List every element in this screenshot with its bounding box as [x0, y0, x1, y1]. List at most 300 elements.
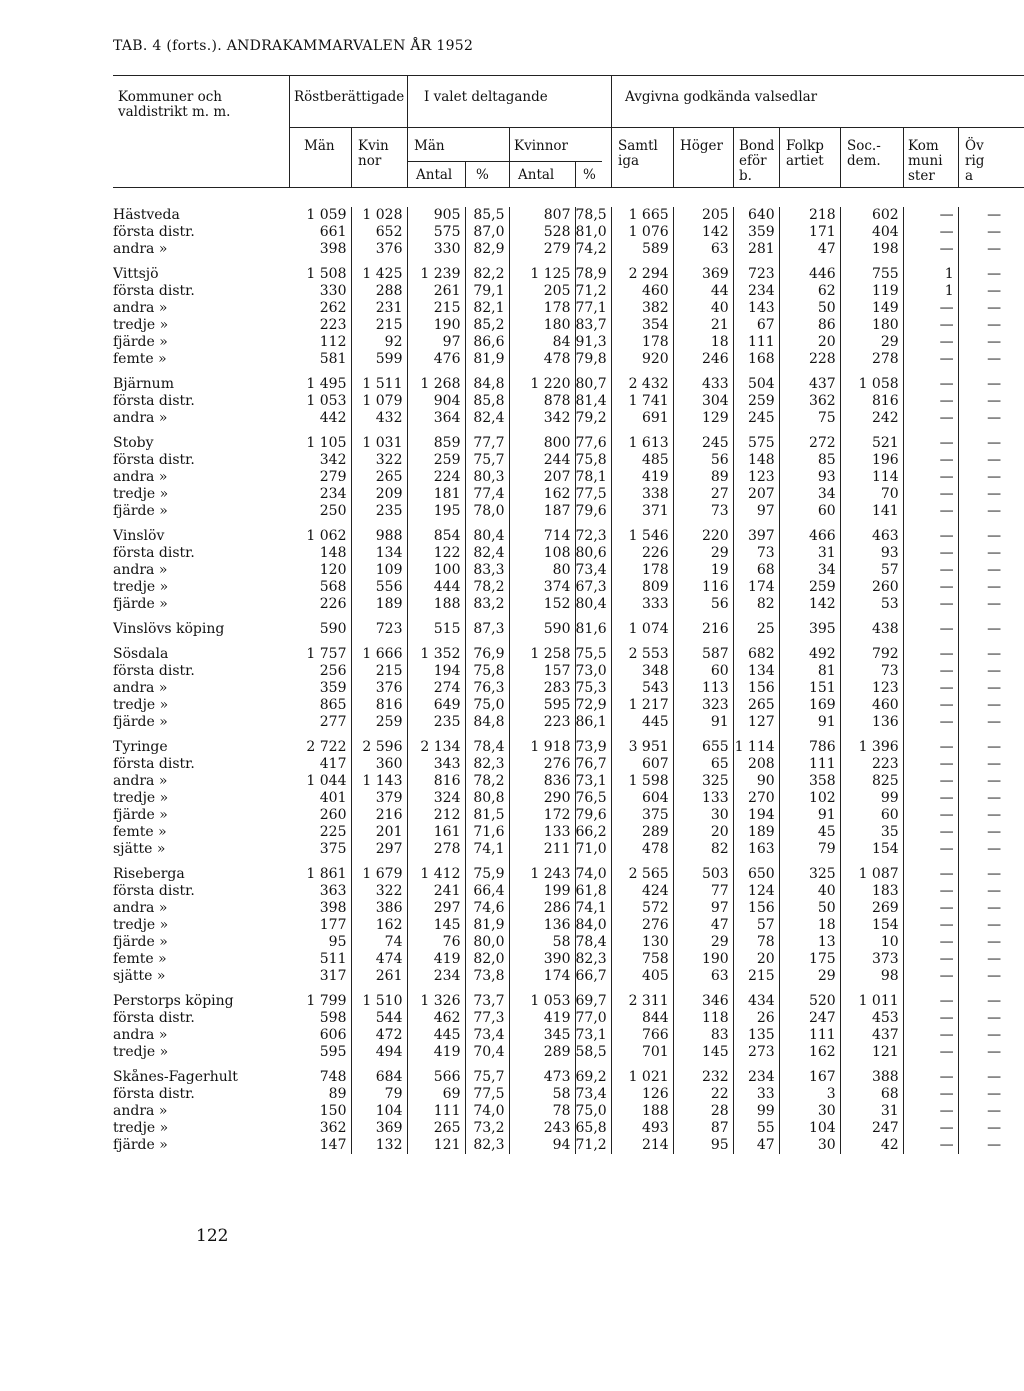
cell-value: — — [903, 841, 958, 858]
cell-value: 395 — [779, 621, 840, 638]
cell-value: 304 — [673, 393, 733, 410]
cell-value: 81,9 — [465, 917, 509, 934]
cell-value: 265 — [407, 1120, 465, 1137]
cell-value: 445 — [407, 1027, 465, 1044]
table-row — [113, 1010, 1005, 1027]
cell-value: 371 — [611, 503, 673, 520]
cell-value: 224 — [407, 469, 465, 486]
table-row — [113, 714, 1005, 731]
table-row — [113, 351, 1005, 368]
cell-value: 143 — [733, 300, 779, 317]
cell-value: 261 — [407, 283, 465, 300]
row-label: Vittsjö — [113, 266, 159, 282]
table-row — [113, 317, 1005, 334]
cell-value: — — [903, 917, 958, 934]
table-row — [113, 1137, 1005, 1154]
cell-value: 649 — [407, 697, 465, 714]
table-row — [113, 824, 1005, 841]
cell-value: 168 — [733, 351, 779, 368]
cell-value: 83,7 — [575, 317, 611, 334]
cell-value: — — [987, 351, 1002, 367]
cell-value: 1 076 — [611, 224, 673, 241]
cell-value: 1 011 — [840, 993, 903, 1010]
cell-value: 1 258 — [509, 646, 575, 663]
cell-value: 466 — [779, 528, 840, 545]
cell-value: 97 — [407, 334, 465, 351]
cell-value: 322 — [351, 452, 407, 469]
group-spacer — [113, 1061, 1005, 1069]
row-label: andra » — [113, 1103, 168, 1119]
cell-value: — — [987, 300, 1002, 316]
cell-value: 199 — [509, 883, 575, 900]
cell-value: 29 — [840, 334, 903, 351]
cell-value: 2 565 — [611, 866, 673, 883]
cell-value: 42 — [840, 1137, 903, 1154]
cell-value: 27 — [673, 486, 733, 503]
cell-value: 218 — [779, 207, 840, 224]
cell-value: 72,9 — [575, 697, 611, 714]
cell-value: — — [903, 697, 958, 714]
cell-value: 655 — [673, 739, 733, 756]
cell-value: 78,2 — [465, 773, 509, 790]
row-label: tredje » — [113, 1120, 169, 1136]
cell-value: 346 — [673, 993, 733, 1010]
cell-value: — — [903, 334, 958, 351]
cell-value: 598 — [289, 1010, 351, 1027]
cell-value: 297 — [407, 900, 465, 917]
cell-value: 354 — [611, 317, 673, 334]
cell-value: 82,1 — [465, 300, 509, 317]
cell-value: 261 — [351, 968, 407, 985]
row-label: Stoby — [113, 435, 154, 451]
cell-value: 85,8 — [465, 393, 509, 410]
table-row — [113, 241, 1005, 258]
table-row — [113, 680, 1005, 697]
election-table — [113, 207, 1005, 1154]
cell-value: 58 — [509, 934, 575, 951]
cell-value: 145 — [673, 1044, 733, 1061]
cell-value: 111 — [779, 756, 840, 773]
cell-value: 1 546 — [611, 528, 673, 545]
cell-value: 809 — [611, 579, 673, 596]
cell-value: — — [987, 410, 1002, 426]
cell-value: 34 — [779, 562, 840, 579]
cell-value: 376 — [351, 241, 407, 258]
cell-value: 82,3 — [465, 1137, 509, 1154]
header-vline — [673, 127, 674, 187]
cell-value: 587 — [673, 646, 733, 663]
cell-value: 102 — [779, 790, 840, 807]
cell-value: 515 — [407, 621, 465, 638]
row-label: första distr. — [113, 224, 195, 240]
cell-value: 472 — [351, 1027, 407, 1044]
cell-value: 79 — [779, 841, 840, 858]
cell-value: 169 — [779, 697, 840, 714]
cell-value: 1 425 — [351, 266, 407, 283]
cell-value: 276 — [611, 917, 673, 934]
cell-value: 201 — [351, 824, 407, 841]
cell-value: 47 — [673, 917, 733, 934]
cell-value: 77,5 — [465, 1086, 509, 1103]
row-label: andra » — [113, 241, 168, 257]
cell-value: 278 — [407, 841, 465, 858]
group-spacer — [113, 368, 1005, 376]
cell-value: 33 — [733, 1086, 779, 1103]
cell-value: 50 — [779, 300, 840, 317]
cell-value: 157 — [509, 663, 575, 680]
cell-value: 602 — [840, 207, 903, 224]
cell-value: — — [903, 1069, 958, 1086]
cell-value: 1 243 — [509, 866, 575, 883]
cell-value: 575 — [733, 435, 779, 452]
header-valet: I valet deltagande — [424, 89, 548, 105]
cell-value: 723 — [733, 266, 779, 283]
row-label: Sösdala — [113, 646, 169, 662]
cell-value: 63 — [673, 241, 733, 258]
cell-value: 71,0 — [575, 841, 611, 858]
cell-value: 209 — [351, 486, 407, 503]
cell-value: 478 — [509, 351, 575, 368]
cell-value: 78,9 — [575, 266, 611, 283]
cell-value: 19 — [673, 562, 733, 579]
cell-value: 262 — [289, 300, 351, 317]
cell-value: 288 — [351, 283, 407, 300]
table-row — [113, 283, 1005, 300]
cell-value: 18 — [779, 917, 840, 934]
cell-value: 241 — [407, 883, 465, 900]
cell-value: 29 — [673, 934, 733, 951]
cell-value: 437 — [779, 376, 840, 393]
cell-value: 473 — [509, 1069, 575, 1086]
cell-value: 528 — [509, 224, 575, 241]
cell-value: 390 — [509, 951, 575, 968]
cell-value: 77,0 — [575, 1010, 611, 1027]
cell-value: 279 — [509, 241, 575, 258]
cell-value: 104 — [351, 1103, 407, 1120]
cell-value: 85,5 — [465, 207, 509, 224]
cell-value: 2 311 — [611, 993, 673, 1010]
page-number: 122 — [196, 1226, 229, 1246]
header-sub-rule — [407, 161, 602, 162]
cell-value: 162 — [509, 486, 575, 503]
cell-value: 154 — [840, 917, 903, 934]
cell-value: 78 — [509, 1103, 575, 1120]
cell-value: 55 — [733, 1120, 779, 1137]
cell-value: 446 — [779, 266, 840, 283]
cell-value: 338 — [611, 486, 673, 503]
row-label: Perstorps köping — [113, 993, 234, 1009]
cell-value: — — [903, 993, 958, 1010]
cell-value: 121 — [407, 1137, 465, 1154]
cell-value: — — [903, 376, 958, 393]
cell-value: 73,8 — [465, 968, 509, 985]
cell-value: 816 — [351, 697, 407, 714]
cell-value: 878 — [509, 393, 575, 410]
row-label: sjätte » — [113, 841, 166, 857]
cell-value: 223 — [509, 714, 575, 731]
cell-value: — — [987, 663, 1002, 679]
cell-value: 223 — [840, 756, 903, 773]
row-label: fjärde » — [113, 934, 168, 950]
cell-value: 118 — [673, 1010, 733, 1027]
cell-value: 1 757 — [289, 646, 351, 663]
cell-value: 575 — [407, 224, 465, 241]
row-label: femte » — [113, 951, 167, 967]
cell-value: 75,3 — [575, 680, 611, 697]
cell-value: 543 — [611, 680, 673, 697]
cell-value: 290 — [509, 790, 575, 807]
row-label: första distr. — [113, 393, 195, 409]
cell-value: 167 — [779, 1069, 840, 1086]
row-label: fjärde » — [113, 714, 168, 730]
cell-value: 79,1 — [465, 283, 509, 300]
row-label: andra » — [113, 300, 168, 316]
cell-value: 30 — [779, 1137, 840, 1154]
cell-value: 278 — [840, 351, 903, 368]
cell-value: 376 — [351, 680, 407, 697]
cell-value: 1 510 — [351, 993, 407, 1010]
cell-value: 74,1 — [575, 900, 611, 917]
table-row-total — [113, 646, 1005, 663]
cell-value: — — [903, 300, 958, 317]
cell-value: 74,0 — [575, 866, 611, 883]
cell-value: 84,0 — [575, 917, 611, 934]
cell-value: — — [903, 663, 958, 680]
cell-value: 419 — [509, 1010, 575, 1027]
cell-value: 80,4 — [575, 596, 611, 613]
cell-value: 433 — [673, 376, 733, 393]
cell-value: 181 — [407, 486, 465, 503]
header-avgivna: Avgivna godkända valsedlar — [625, 89, 818, 105]
cell-value: 91 — [673, 714, 733, 731]
cell-value: 419 — [407, 1044, 465, 1061]
cell-value: 572 — [611, 900, 673, 917]
cell-value: 289 — [509, 1044, 575, 1061]
cell-value: 132 — [351, 1137, 407, 1154]
cell-value: 434 — [733, 993, 779, 1010]
table-row — [113, 773, 1005, 790]
cell-value: 81,9 — [465, 351, 509, 368]
header-kvinnor: Kvinnor — [358, 138, 389, 169]
cell-value: 44 — [673, 283, 733, 300]
cell-value: 136 — [509, 917, 575, 934]
cell-value: 417 — [289, 756, 351, 773]
cell-value: 79,8 — [575, 351, 611, 368]
cell-value: 276 — [509, 756, 575, 773]
cell-value: 69 — [407, 1086, 465, 1103]
cell-value: 1 143 — [351, 773, 407, 790]
cell-value: 1 074 — [611, 621, 673, 638]
cell-value: — — [987, 376, 1002, 392]
cell-value: 1 741 — [611, 393, 673, 410]
table-row-total — [113, 993, 1005, 1010]
cell-value: 30 — [673, 807, 733, 824]
cell-value: — — [987, 807, 1002, 823]
cell-value: 652 — [351, 224, 407, 241]
row-label: första distr. — [113, 883, 195, 899]
table-row — [113, 807, 1005, 824]
row-label: andra » — [113, 1027, 168, 1043]
cell-value: 260 — [289, 807, 351, 824]
cell-value: 988 — [351, 528, 407, 545]
cell-value: 145 — [407, 917, 465, 934]
cell-value: 244 — [509, 452, 575, 469]
cell-value: 53 — [840, 596, 903, 613]
header-bondeforb: Bondeförb. — [739, 138, 775, 184]
cell-value: 121 — [840, 1044, 903, 1061]
cell-value: 283 — [509, 680, 575, 697]
header-antal2: Antal — [518, 167, 555, 183]
cell-value: 324 — [407, 790, 465, 807]
cell-value: — — [987, 1103, 1002, 1119]
cell-value: 1 217 — [611, 697, 673, 714]
header-hoger: Höger — [680, 138, 723, 154]
cell-value: — — [987, 1120, 1002, 1136]
cell-value: 40 — [779, 883, 840, 900]
cell-value: 207 — [509, 469, 575, 486]
cell-value: 71,6 — [465, 824, 509, 841]
cell-value: — — [987, 866, 1002, 882]
cell-value: — — [903, 1103, 958, 1120]
cell-value: 89 — [289, 1086, 351, 1103]
header-pct: % — [476, 167, 489, 183]
cell-value: 91 — [779, 714, 840, 731]
cell-value: — — [987, 596, 1002, 612]
cell-value: — — [903, 756, 958, 773]
table-row — [113, 917, 1005, 934]
cell-value: 1 031 — [351, 435, 407, 452]
cell-value: 485 — [611, 452, 673, 469]
cell-value: 595 — [509, 697, 575, 714]
table-row — [113, 545, 1005, 562]
cell-value: 130 — [611, 934, 673, 951]
cell-value: 147 — [289, 1137, 351, 1154]
header-antal: Antal — [416, 167, 453, 183]
cell-value: 274 — [407, 680, 465, 697]
cell-value: 75,7 — [465, 452, 509, 469]
cell-value: 76,9 — [465, 646, 509, 663]
cell-value: 72,3 — [575, 528, 611, 545]
cell-value: 20 — [673, 824, 733, 841]
cell-value: — — [903, 393, 958, 410]
cell-value: 141 — [840, 503, 903, 520]
cell-value: 109 — [351, 562, 407, 579]
cell-value: 511 — [289, 951, 351, 968]
cell-value: 97 — [673, 900, 733, 917]
cell-value: 362 — [289, 1120, 351, 1137]
cell-value: 183 — [840, 883, 903, 900]
cell-value: 58,5 — [575, 1044, 611, 1061]
cell-value: 401 — [289, 790, 351, 807]
cell-value: 259 — [407, 452, 465, 469]
table-row — [113, 697, 1005, 714]
cell-value: 56 — [673, 452, 733, 469]
table-row — [113, 579, 1005, 596]
header-vline — [509, 127, 510, 187]
cell-value: 77,3 — [465, 1010, 509, 1027]
row-label: andra » — [113, 469, 168, 485]
cell-value: 1 — [903, 266, 958, 283]
cell-value: 2 134 — [407, 739, 465, 756]
cell-value: 65 — [673, 756, 733, 773]
cell-value: 100 — [407, 562, 465, 579]
cell-value: 129 — [673, 410, 733, 427]
cell-value: 419 — [611, 469, 673, 486]
cell-value: 250 — [289, 503, 351, 520]
cell-value: 859 — [407, 435, 465, 452]
cell-value: 1 021 — [611, 1069, 673, 1086]
row-label: fjärde » — [113, 503, 168, 519]
cell-value: 766 — [611, 1027, 673, 1044]
cell-value: 235 — [407, 714, 465, 731]
cell-value: 398 — [289, 241, 351, 258]
cell-value: 82,3 — [465, 756, 509, 773]
cell-value: 196 — [840, 452, 903, 469]
cell-value: 1 396 — [840, 739, 903, 756]
cell-value: — — [987, 317, 1002, 333]
cell-value: 386 — [351, 900, 407, 917]
cell-value: 816 — [407, 773, 465, 790]
cell-value: 375 — [289, 841, 351, 858]
header-pct2: % — [583, 167, 596, 183]
cell-value: 256 — [289, 663, 351, 680]
cell-value: 81 — [779, 663, 840, 680]
cell-value: 398 — [289, 900, 351, 917]
row-label: andra » — [113, 680, 168, 696]
cell-value: 57 — [733, 917, 779, 934]
row-label: Bjärnum — [113, 376, 174, 392]
cell-value: 119 — [840, 283, 903, 300]
cell-value: 73 — [733, 545, 779, 562]
row-label: första distr. — [113, 663, 195, 679]
cell-value: 2 553 — [611, 646, 673, 663]
header-vline — [289, 75, 290, 187]
header-folkpartiet: Folkpartiet — [786, 138, 824, 169]
header-rostberattigade: Röstberättigade — [294, 89, 405, 105]
cell-value: 640 — [733, 207, 779, 224]
cell-value: 190 — [673, 951, 733, 968]
row-label: femte » — [113, 351, 167, 367]
table-row — [113, 900, 1005, 917]
group-spacer — [113, 427, 1005, 435]
cell-value: 581 — [289, 351, 351, 368]
cell-value: 1 326 — [407, 993, 465, 1010]
cell-value: 163 — [733, 841, 779, 858]
header-kommuner: Kommuner och valdistrikt m. m. — [118, 89, 231, 120]
cell-value: 80,0 — [465, 934, 509, 951]
cell-value: 73 — [840, 663, 903, 680]
cell-value: 77,1 — [575, 300, 611, 317]
cell-value: 556 — [351, 579, 407, 596]
table-row — [113, 1120, 1005, 1137]
cell-value: 104 — [779, 1120, 840, 1137]
cell-value: 460 — [611, 283, 673, 300]
cell-value: 208 — [733, 756, 779, 773]
cell-value: 73,0 — [575, 663, 611, 680]
cell-value: 369 — [351, 1120, 407, 1137]
cell-value: 234 — [407, 968, 465, 985]
cell-value: — — [987, 739, 1002, 755]
cell-value: 1 220 — [509, 376, 575, 393]
cell-value: 76,7 — [575, 756, 611, 773]
cell-value: 1 268 — [407, 376, 465, 393]
cell-value: 73,1 — [575, 773, 611, 790]
cell-value: — — [987, 934, 1002, 950]
cell-value: 358 — [779, 773, 840, 790]
cell-value: 1 511 — [351, 376, 407, 393]
cell-value: — — [987, 528, 1002, 544]
cell-value: 187 — [509, 503, 575, 520]
